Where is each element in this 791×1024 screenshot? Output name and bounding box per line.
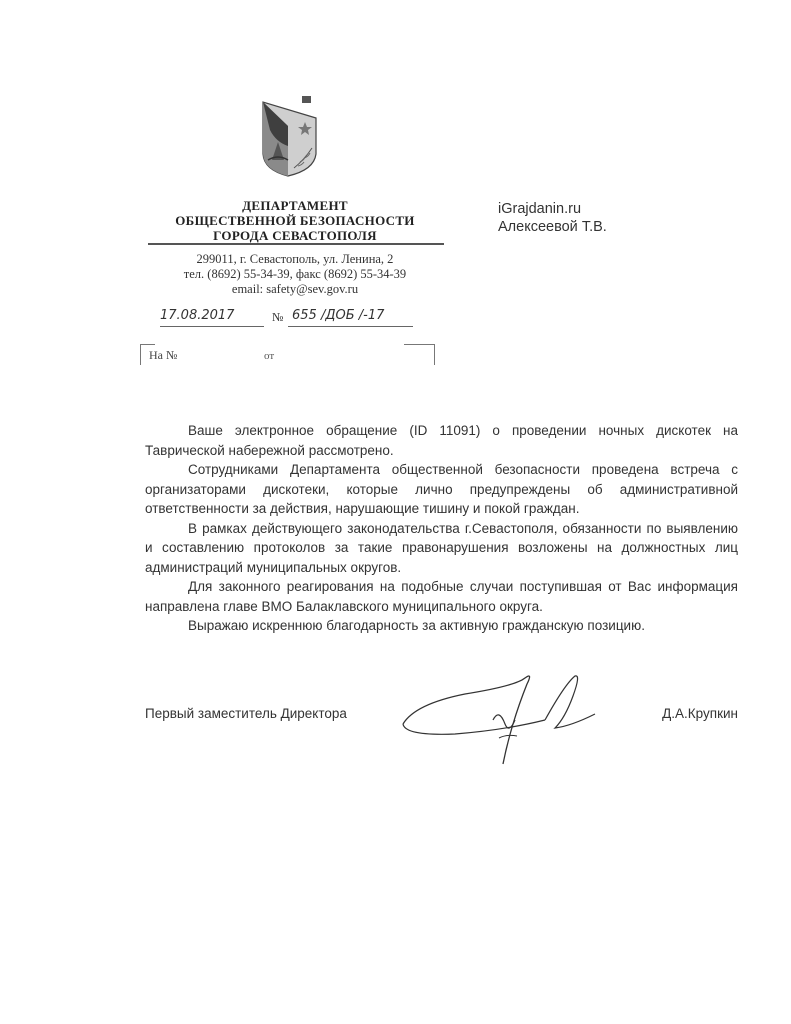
ref-date-label: от xyxy=(264,350,275,362)
recipient-name: Алексеевой Т.В. xyxy=(498,219,607,235)
body-paragraph: Ваше электронное обращение (ID 11091) о проведении ночных дискотек на Таврической набережной рассмотрено. xyxy=(145,423,738,458)
signer-position: Первый заместитель Директора xyxy=(145,706,347,721)
recipient-block xyxy=(498,200,607,236)
recipient-site: iGrajdanin.ru xyxy=(498,201,582,217)
org-name xyxy=(150,198,440,243)
signer-name: Д.А.Крупкин xyxy=(662,706,738,721)
body-paragraph: В рамках действующего законодательства г.Севастополя, обязанности по выявлению и составлению протоколов за такие правонарушения возложены на должностных лиц администраций муниципальных округов. xyxy=(145,520,738,575)
date-underline xyxy=(160,326,264,327)
org-name-line-2: ОБЩЕСТВЕННОЙ БЕЗОПАСНОСТИ xyxy=(175,213,415,228)
org-name-line-1: ДЕПАРТАМЕНТ xyxy=(242,198,348,213)
registration-line xyxy=(160,306,415,328)
body-paragraph: Для законного реагирования на подобные случаи поступившая от Вас информация направлена главе ВМО Балаклавского муниципального округа. xyxy=(145,579,738,614)
org-phones: тел. (8692) 55-34-39, факс (8692) 55-34-39 xyxy=(183,267,407,281)
reference-box xyxy=(140,344,435,370)
org-address: 299011, г. Севастополь, ул. Ленина, 2 xyxy=(196,252,394,266)
org-name-line-3: ГОРОДА СЕВАСТОПОЛЯ xyxy=(213,228,377,243)
sevastopol-emblem-icon xyxy=(258,96,328,178)
letterhead-divider xyxy=(148,243,444,245)
number-underline xyxy=(288,326,413,327)
org-email: email: safety@sev.gov.ru xyxy=(231,282,359,296)
registration-date: 17.08.2017 xyxy=(160,308,235,323)
org-contacts xyxy=(150,252,440,297)
ref-corner-right xyxy=(404,344,435,365)
body-paragraph: Сотрудниками Департамента общественной безопасности проведена встреча с организаторами дискотеки, которые лично предупреждены об административной ответственности за действия, нарушающие тишину и покой граждан. xyxy=(145,462,738,516)
body-paragraph: Выражаю искреннюю благодарность за активную гражданскую позицию. xyxy=(188,618,645,633)
letter-body xyxy=(145,421,738,636)
signature-row xyxy=(145,706,738,726)
registration-number: 655 /ДОБ /-17 xyxy=(292,308,385,323)
registration-number-sign: № xyxy=(272,310,284,324)
ref-number-label: На № xyxy=(149,348,178,362)
